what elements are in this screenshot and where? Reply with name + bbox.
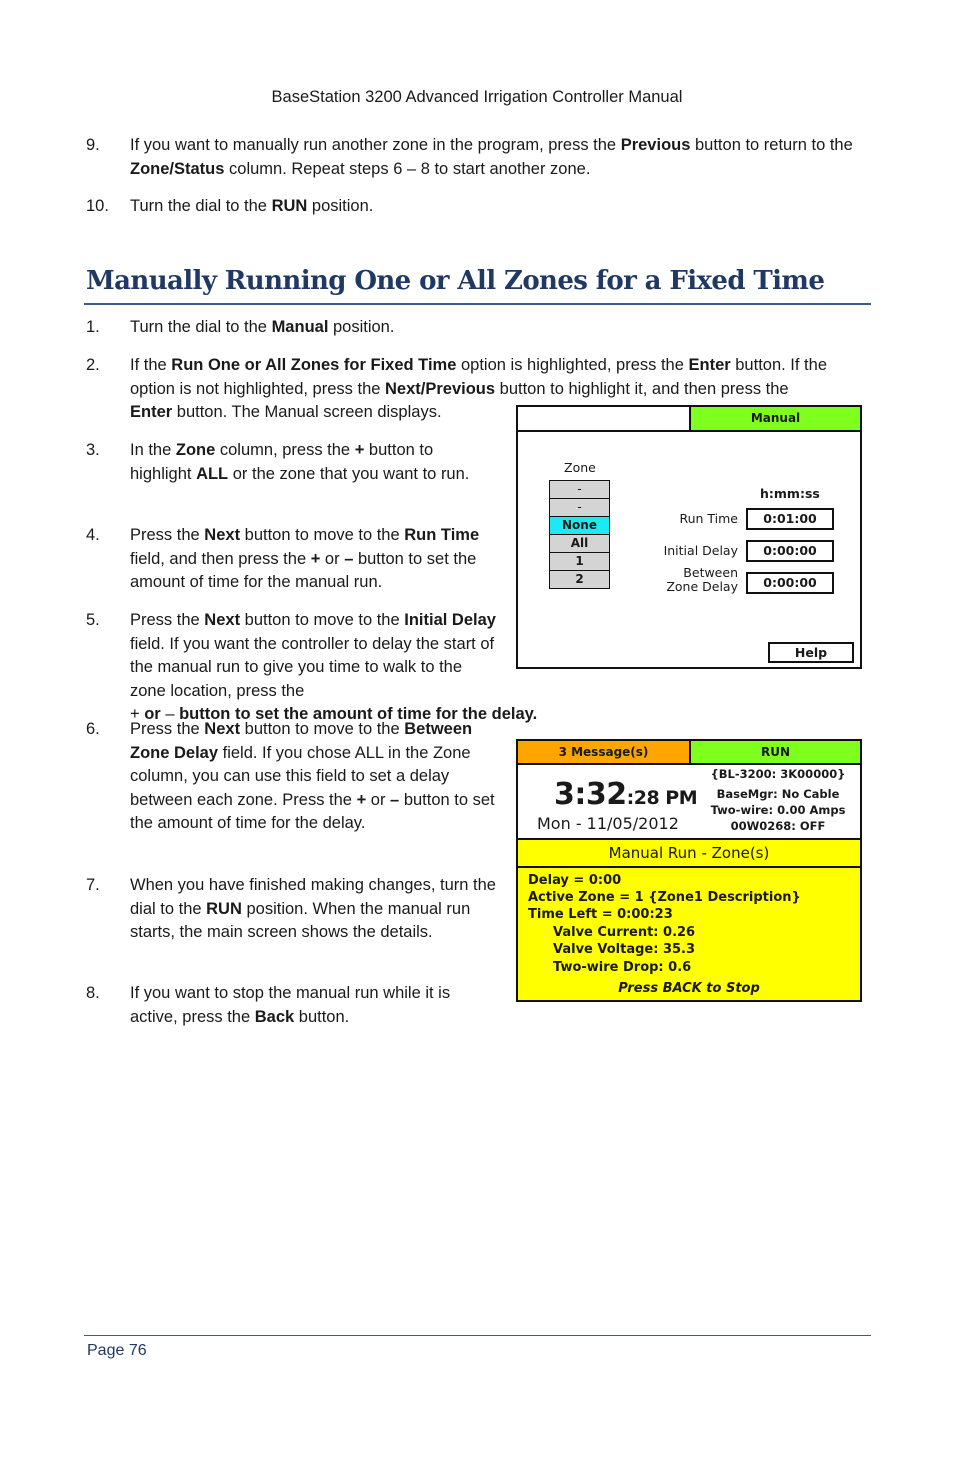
valve-voltage-line: Valve Voltage: 35.3	[553, 942, 696, 957]
list-item	[86, 316, 876, 340]
step-text: When you have finished making changes, turn the dial to the RUN position. When the manual run starts, the main screen shows the details.	[130, 876, 496, 941]
step-text: If you want to manually run another zone in the program, press the Previous button to return to the Zone/Status column. Repeat steps 6 – 8 to start another zone.	[130, 136, 853, 178]
run-time-label: Run Time	[679, 511, 738, 526]
list-item	[86, 718, 496, 836]
zone-item-selected: None	[549, 517, 610, 535]
step-number: 1.	[86, 318, 100, 336]
device-status: 00W0268: OFF	[730, 819, 826, 833]
zone-item: 1	[549, 553, 610, 571]
clock-time: 3:32:28 PM	[554, 777, 698, 812]
step-number: 6.	[86, 720, 100, 738]
time-format-label: h:mm:ss	[760, 486, 820, 501]
screen-title: Manual	[691, 407, 860, 430]
time-left-line: Time Left = 0:00:23	[528, 907, 673, 922]
step-text: Press the Next button to move to the Run Time field, and then press the + or – button to set the amount of time for the manual run.	[130, 526, 480, 591]
mode-indicator: RUN	[691, 741, 860, 763]
delay-line: Delay = 0:00	[528, 873, 622, 888]
step-number: 5.	[86, 611, 100, 629]
controller-id: {BL-3200: 3K00000}	[710, 767, 846, 781]
between-zone-delay-label: Between Zone Delay	[666, 565, 738, 594]
step-text: If the Run One or All Zones for Fixed Time option is highlighted, press the Enter button. If the option is not highlighted, press the Next/Previous button to highlight it, and then press the Enter button. The Manual screen displays.	[130, 356, 827, 421]
valve-current-line: Valve Current: 0.26	[553, 925, 696, 940]
page-number: Page 76	[87, 1342, 147, 1359]
initial-delay-label: Initial Delay	[663, 543, 738, 558]
messages-indicator: 3 Message(s)	[518, 741, 691, 763]
manual-screen	[516, 405, 862, 669]
zone-label: Zone	[564, 460, 596, 475]
title-bar	[518, 407, 860, 432]
zone-item: -	[549, 480, 610, 499]
between-zone-delay-field: 0:00:00	[746, 572, 834, 594]
step-number: 9.	[86, 136, 100, 154]
zone-list	[549, 480, 610, 589]
step-number: 8.	[86, 984, 100, 1002]
list-item	[86, 874, 496, 945]
step-text: If you want to stop the manual run while it is active, press the Back button.	[130, 984, 451, 1026]
step-text-continued: + or – button to set the amount of time for the delay.	[130, 705, 538, 723]
initial-delay-field: 0:00:00	[746, 540, 834, 562]
list-item	[86, 195, 876, 219]
status-bar	[518, 741, 860, 765]
zone-item: All	[549, 535, 610, 553]
run-screen	[516, 739, 862, 1002]
step-number: 7.	[86, 876, 100, 894]
list-item	[86, 524, 496, 595]
help-button: Help	[768, 642, 854, 663]
step-text: Press the Next button to move to the Between Zone Delay field. If you chose ALL in the Zone column, you can use this field to set a delay between each zone. Press the + or – button to set the amount of time for the delay.	[130, 720, 495, 832]
step-text: Turn the dial to the Manual position.	[130, 318, 395, 336]
list-item	[86, 439, 496, 486]
step-text: Press the Next button to move to the Initial Delay field. If you want the controller to delay the start of the manual run to give you time to walk to the zone location, press the	[130, 611, 496, 700]
heading-rule	[84, 303, 871, 305]
step-number: 10.	[86, 197, 109, 215]
manual-run-banner: Manual Run - Zone(s)	[518, 838, 860, 868]
step-text: In the Zone column, press the + button to highlight ALL or the zone that you want to run.	[130, 441, 470, 483]
running-header: BaseStation 3200 Advanced Irrigation Controller Manual	[271, 88, 683, 106]
clock-date: Mon - 11/05/2012	[537, 814, 679, 833]
two-wire-status: Two-wire: 0.00 Amps	[710, 803, 846, 817]
list-item	[86, 134, 876, 181]
zone-item: 2	[549, 571, 610, 589]
step-number: 3.	[86, 441, 100, 459]
step-text: Turn the dial to the RUN position.	[130, 197, 374, 215]
step-number: 2.	[86, 356, 100, 374]
run-details	[518, 868, 860, 1000]
list-item	[86, 982, 496, 1029]
zone-item: -	[549, 499, 610, 517]
stop-hint: Press BACK to Stop	[618, 981, 760, 996]
step-number: 4.	[86, 526, 100, 544]
run-time-field: 0:01:00	[746, 508, 834, 530]
section-heading: Manually Running One or All Zones for a Fixed Time	[86, 266, 825, 296]
footer-rule	[84, 1335, 871, 1336]
active-zone-line: Active Zone = 1 {Zone1 Description}	[528, 890, 801, 905]
two-wire-drop-line: Two-wire Drop: 0.6	[553, 960, 692, 975]
basemgr-status: BaseMgr: No Cable	[716, 787, 840, 801]
